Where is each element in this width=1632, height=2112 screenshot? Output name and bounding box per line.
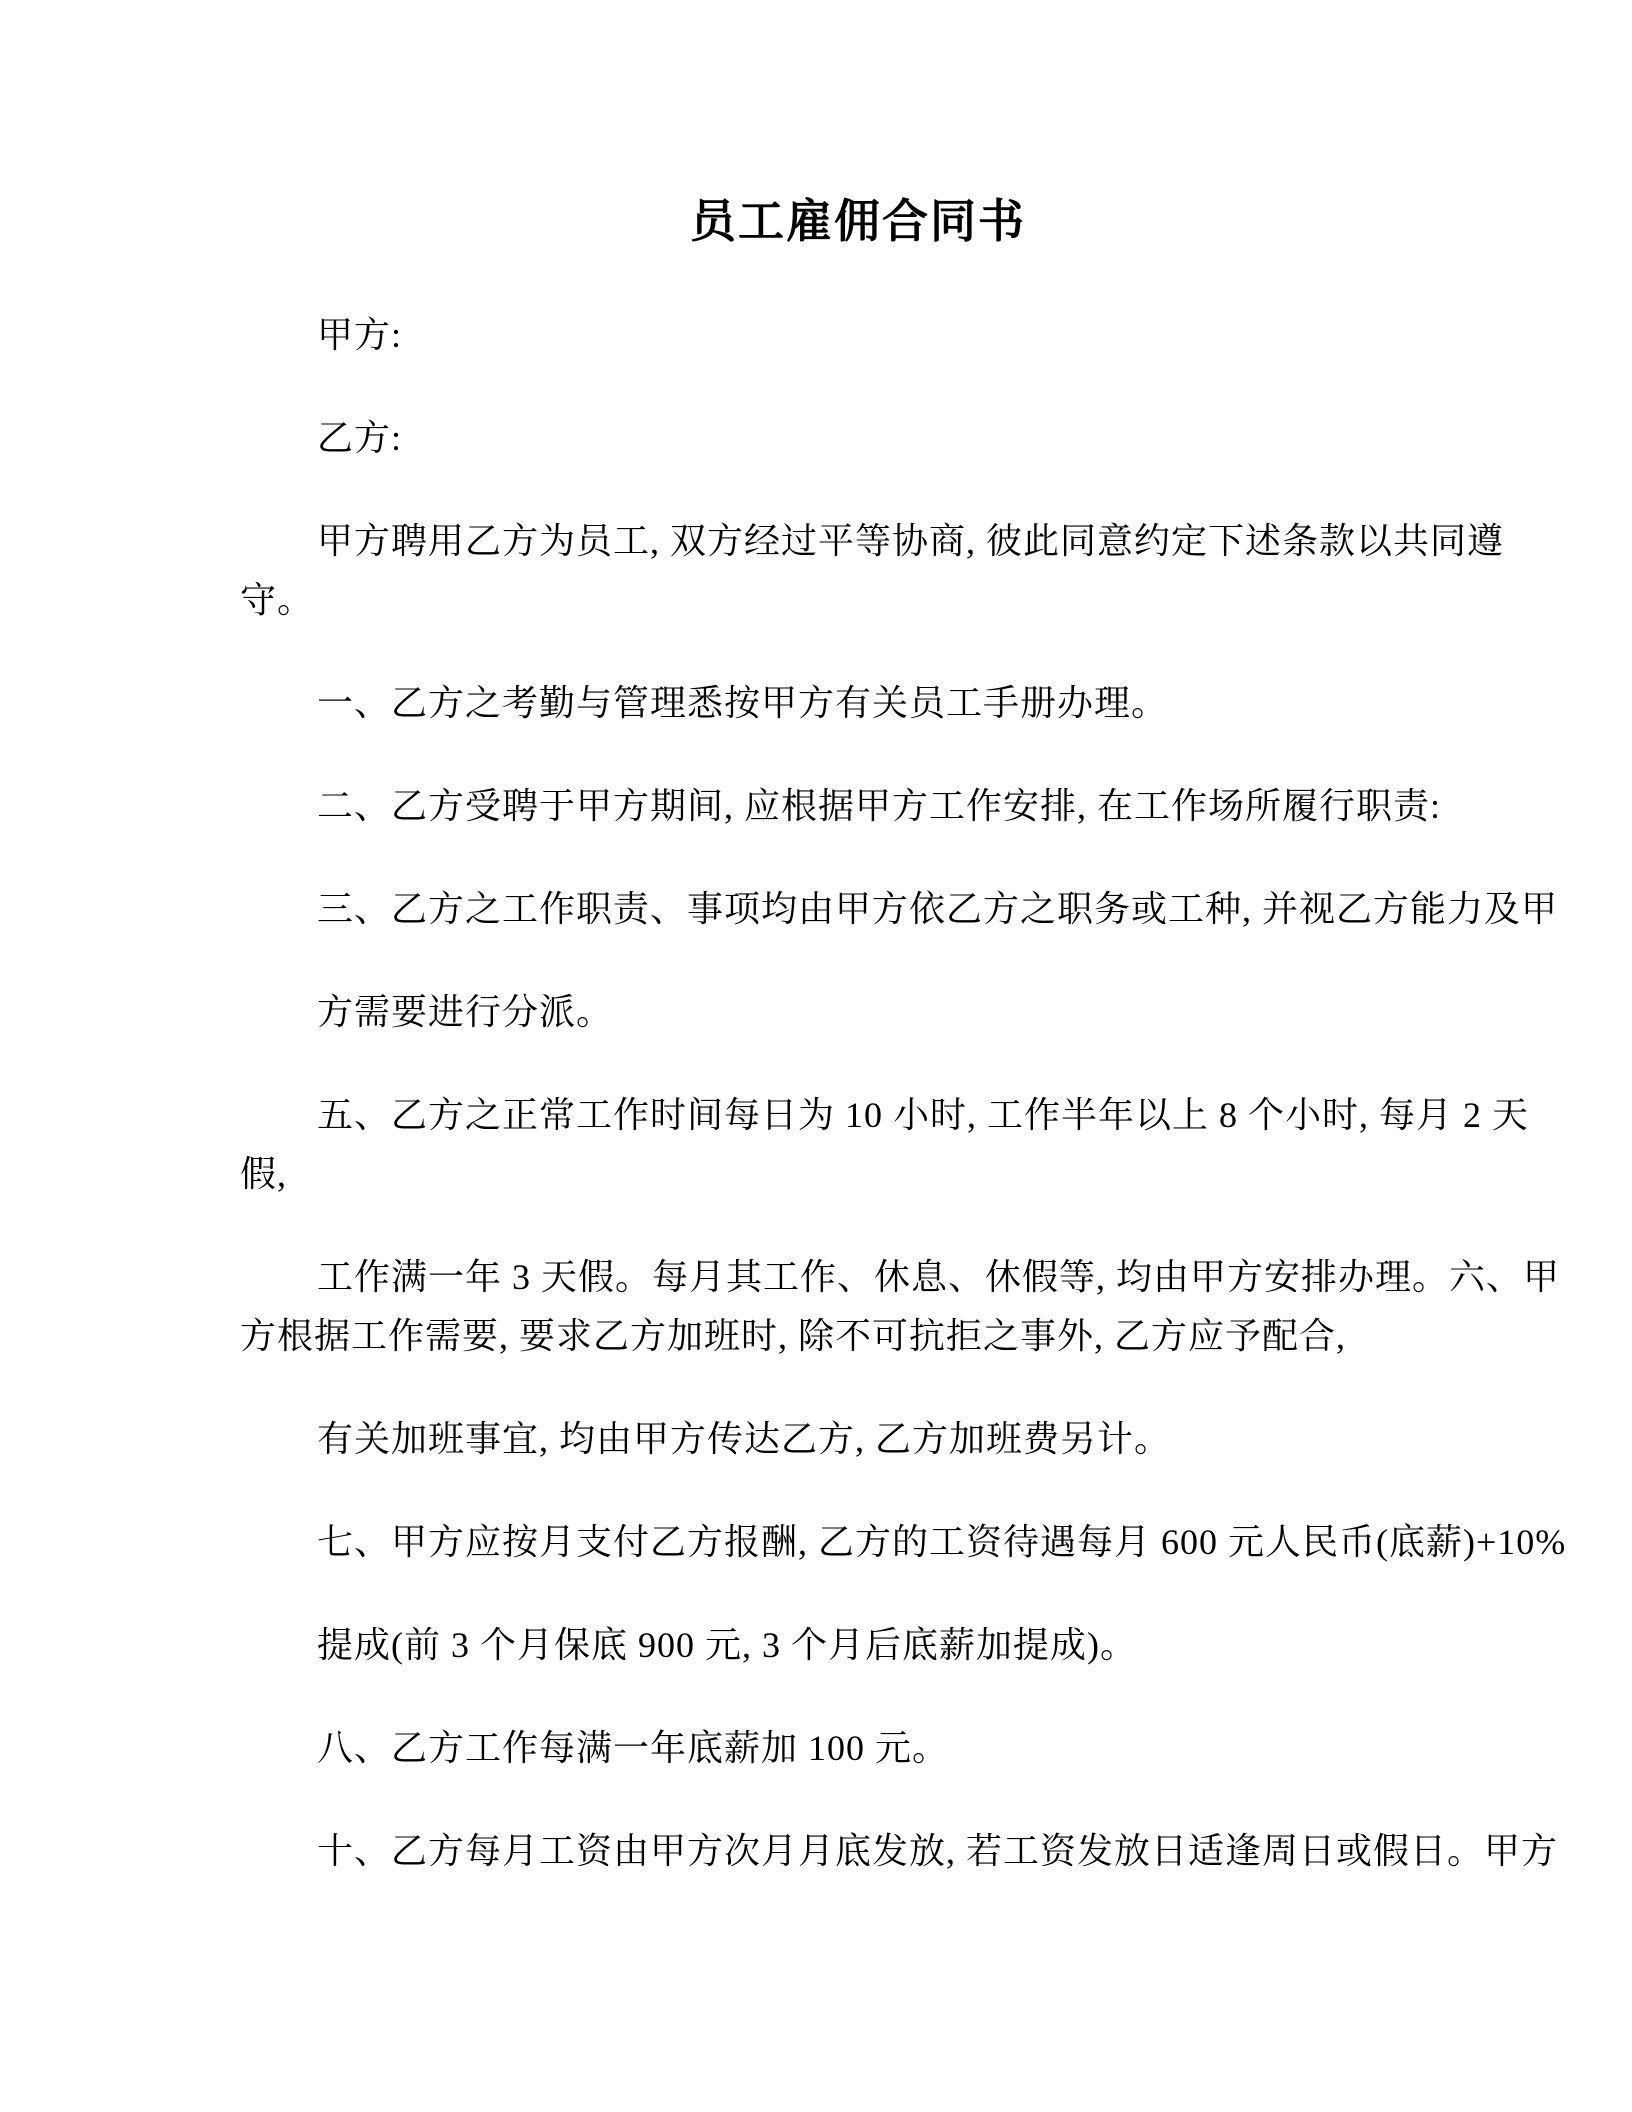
line-clause-5b-6: 工作满一年 3 天假。每月其工作、休息、休假等, 均由甲方安排办理。六、甲 bbox=[317, 1257, 1561, 1297]
line-clause-7-cont: 提成(前 3 个月保底 900 元, 3 个月后底薪加提成)。 bbox=[317, 1625, 1137, 1665]
line-clause-5: 五、乙方之正常工作时间每日为 10 小时, 工作半年以上 8 个小时, 每月 2 天 bbox=[317, 1095, 1530, 1135]
line-intro-cont: 守。 bbox=[240, 580, 315, 620]
line-overtime: 有关加班事宜, 均由甲方传达乙方, 乙方加班费另计。 bbox=[317, 1419, 1172, 1459]
line-clause-3-cont: 方需要进行分派。 bbox=[317, 992, 614, 1032]
line-clause-5-cont: 假, bbox=[240, 1154, 288, 1194]
page-title: 员工雇佣合同书 bbox=[690, 196, 1026, 247]
line-party-b: 乙方: bbox=[317, 418, 403, 458]
line-clause-10: 十、乙方每月工资由甲方次月月底发放, 若工资发放日适逢周日或假日。甲方 bbox=[317, 1831, 1559, 1871]
line-clause-1: 一、乙方之考勤与管理悉按甲方有关员工手册办理。 bbox=[317, 683, 1169, 723]
line-party-a: 甲方: bbox=[317, 315, 403, 355]
line-clause-6-cont: 方根据工作需要, 要求乙方加班时, 除不可抗拒之事外, 乙方应予配合, bbox=[240, 1316, 1347, 1356]
line-intro: 甲方聘用乙方为员工, 双方经过平等协商, 彼此同意约定下述条款以共同遵 bbox=[317, 521, 1505, 561]
line-clause-7: 七、甲方应按月支付乙方报酬, 乙方的工资待遇每月 600 元人民币(底薪)+10% bbox=[317, 1522, 1567, 1562]
line-clause-8: 八、乙方工作每满一年底薪加 100 元。 bbox=[317, 1728, 950, 1768]
line-clause-3: 三、乙方之工作职责、事项均由甲方依乙方之职务或工种, 并视乙方能力及甲 bbox=[317, 889, 1559, 929]
line-clause-2: 二、乙方受聘于甲方期间, 应根据甲方工作安排, 在工作场所履行职责: bbox=[317, 786, 1442, 826]
